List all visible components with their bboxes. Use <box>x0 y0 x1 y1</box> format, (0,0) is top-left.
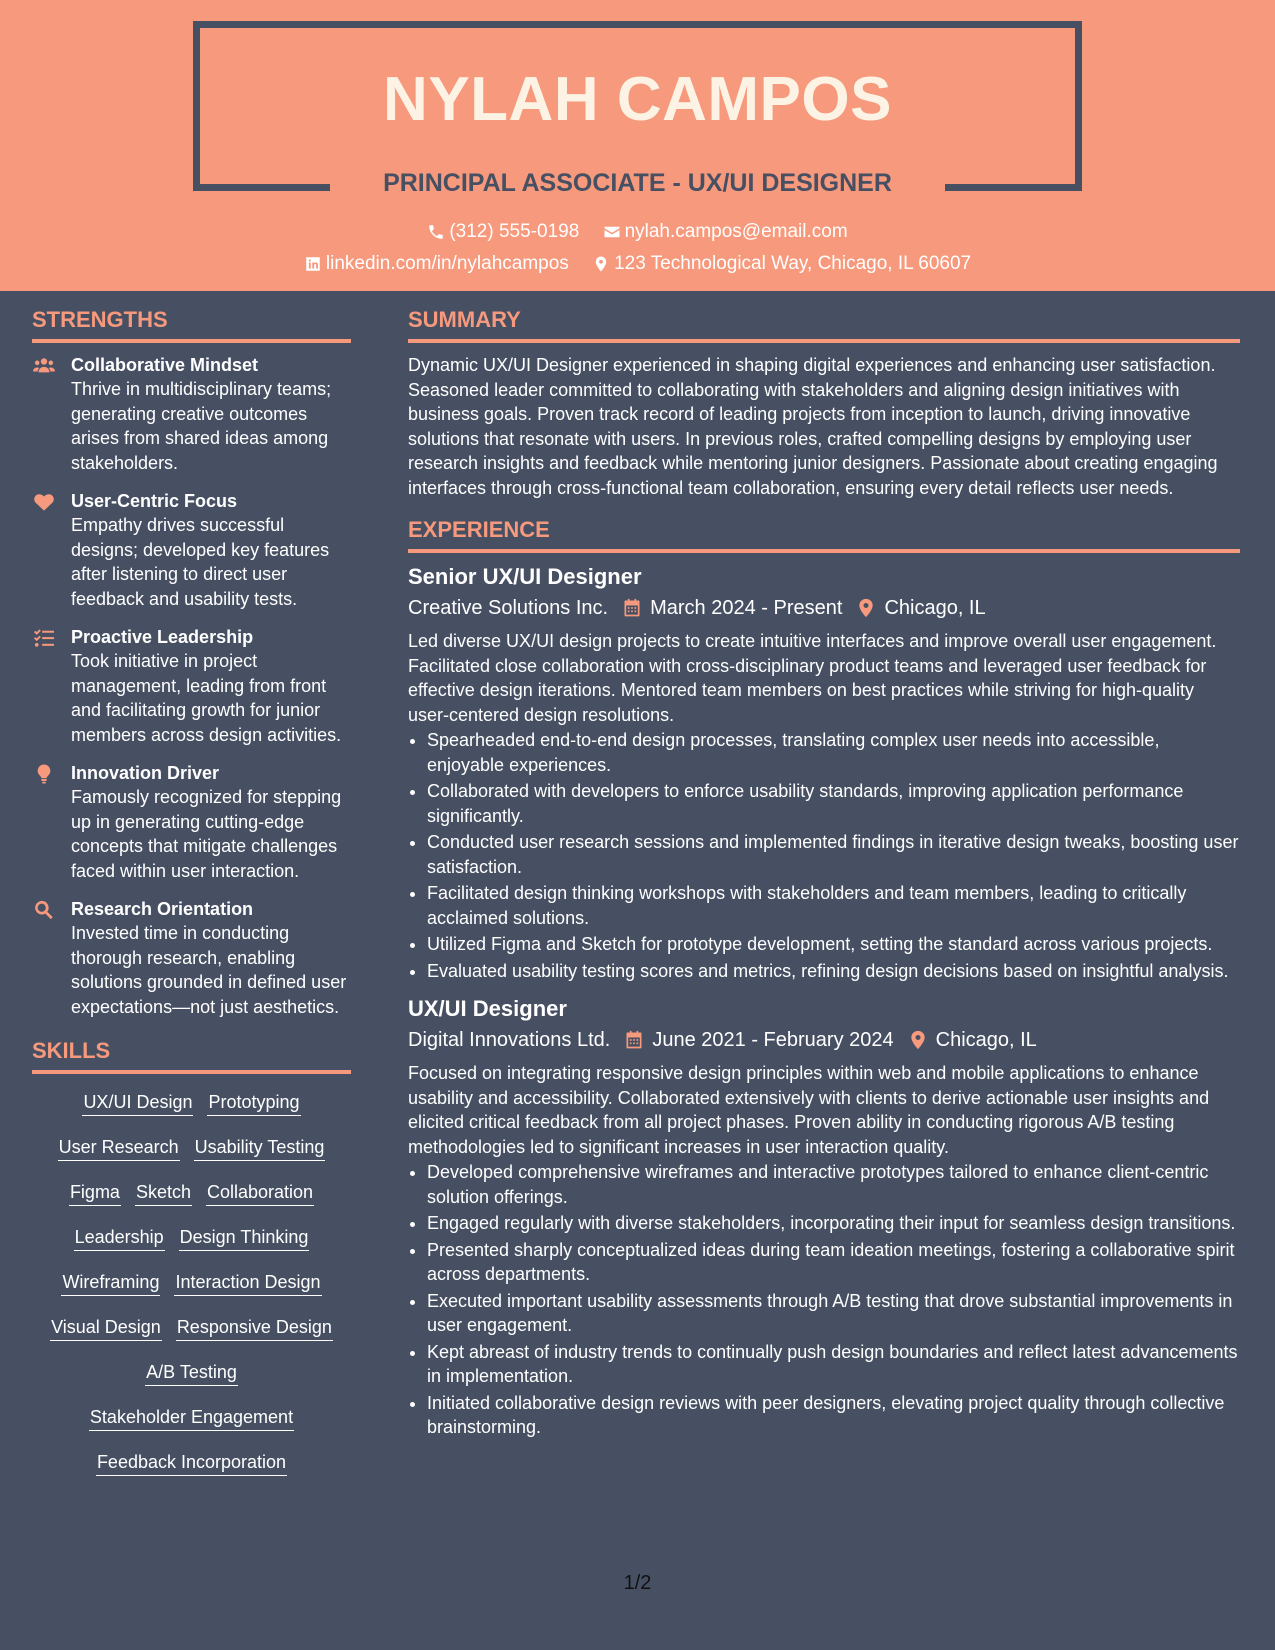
experience-heading: EXPERIENCE <box>408 516 1240 553</box>
envelope-icon <box>603 223 621 241</box>
strength-title: User-Centric Focus <box>71 491 238 511</box>
skill-chip: Figma <box>69 1180 121 1206</box>
skill-line <box>32 1262 351 1307</box>
list-item: • Conducted user research sessions and implemented findings in iterative design tweaks, boosting user satisfaction. <box>427 830 1240 879</box>
contact-row-2 <box>0 252 1275 280</box>
strength-item <box>32 897 351 1019</box>
skill-line <box>32 1172 351 1217</box>
candidate-name: NYLAH CAMPOS <box>383 65 892 134</box>
skills-section <box>32 1037 351 1487</box>
job-description: Focused on integrating responsive design principles within web and mobile applications to enhance usability and accessibility. Collaborated extensively with clients to derive actionable user insights and elicited critical feedback from all project phases. Proven ability in conducting rigorous A/B testing methodologies led to significant increases in user interaction quality. <box>408 1063 1210 1157</box>
skill-chip: Feedback Incorporation <box>96 1450 287 1476</box>
job-bullets <box>408 1160 1240 1440</box>
map-pin-icon <box>856 598 876 618</box>
job-meta <box>408 1025 1240 1055</box>
job-location: Chicago, IL <box>935 1029 1037 1051</box>
skill-chip: A/B Testing <box>145 1360 238 1386</box>
skills-heading: SKILLS <box>32 1037 351 1074</box>
job-title: Senior UX/UI Designer <box>408 564 642 589</box>
skill-chip: Interaction Design <box>174 1270 321 1296</box>
heart-icon <box>33 492 55 512</box>
summary-heading: SUMMARY <box>408 306 1240 343</box>
address-text: 123 Technological Way, Chicago, IL 60607 <box>614 253 972 274</box>
list-item: • Evaluated usability testing scores and metrics, refining design decisions based on insightful analysis. <box>427 959 1240 984</box>
strength-item <box>32 761 351 883</box>
list-item: • Engaged regularly with diverse stakeholders, incorporating their input for seamless design transitions. <box>427 1211 1240 1236</box>
contact-row-1 <box>0 220 1275 248</box>
strength-desc: Took initiative in project management, leading from front and facilitating growth for junior members across design activities. <box>71 651 342 745</box>
job-company: Creative Solutions Inc. <box>408 597 609 619</box>
skill-chip: Wireframing <box>61 1270 160 1296</box>
email-contact[interactable] <box>603 220 848 244</box>
map-pin-icon <box>592 255 610 273</box>
strength-title: Research Orientation <box>71 899 254 919</box>
left-column <box>32 306 351 1487</box>
strength-item <box>32 353 351 475</box>
strength-title: Proactive Leadership <box>71 627 254 647</box>
skill-chip: Responsive Design <box>176 1315 333 1341</box>
users-icon <box>33 356 55 376</box>
skill-chip: User Research <box>58 1135 180 1161</box>
strength-item <box>32 625 351 747</box>
candidate-title: PRINCIPAL ASSOCIATE - UX/UI DESIGNER <box>383 169 892 197</box>
list-item: • Utilized Figma and Sketch for prototype development, setting the standard across various projects. <box>427 932 1240 957</box>
phone-text: (312) 555-0198 <box>449 221 580 242</box>
list-item: • Facilitated design thinking workshops with stakeholders and team members, leading to critically acclaimed solutions. <box>427 881 1240 930</box>
strength-desc: Invested time in conducting thorough research, enabling solutions grounded in defined user expectations—not just aesthetics. <box>71 923 347 1017</box>
skill-line <box>32 1397 351 1442</box>
job-company: Digital Innovations Ltd. <box>408 1029 611 1051</box>
skill-chip: Sketch <box>135 1180 192 1206</box>
list-item: • Collaborated with developers to enforce usability standards, improving application performance significantly. <box>427 779 1240 828</box>
job-dates: March 2024 - Present <box>650 597 843 619</box>
page-number: 1/2 <box>623 1572 652 1594</box>
list-item: • Presented sharply conceptualized ideas during team ideation meetings, fostering a collaborative spirit across departments. <box>427 1238 1240 1287</box>
job-dates: June 2021 - February 2024 <box>652 1029 894 1051</box>
strength-title: Collaborative Mindset <box>71 355 259 375</box>
phone-icon <box>427 223 445 241</box>
header-banner <box>0 0 1275 291</box>
skill-chip: Leadership <box>74 1225 165 1251</box>
strength-desc: Thrive in multidisciplinary teams; generating creative outcomes arises from shared ideas among stakeholders. <box>71 379 332 473</box>
linkedin-contact[interactable] <box>304 252 569 276</box>
skill-line <box>32 1217 351 1262</box>
strength-title: Innovation Driver <box>71 763 220 783</box>
job-bullets <box>408 728 1240 983</box>
list-item: • Initiated collaborative design reviews with peer designers, elevating project quality through collective brainstorming. <box>427 1391 1240 1440</box>
strength-item <box>32 489 351 611</box>
phone-contact[interactable] <box>427 220 579 244</box>
list-item: • Kept abreast of industry trends to continually push design boundaries and reflect latest advancements in implementation. <box>427 1340 1240 1389</box>
strength-desc: Empathy drives successful designs; developed key features after listening to direct user feedback and usability tests. <box>71 515 330 609</box>
job-description: Led diverse UX/UI design projects to create intuitive interfaces and improve overall user engagement. Facilitated close collaboration with cross-disciplinary product teams and leveraged user feedback for effective design iterations. Mentored team members on best practices while striving for high-quality user-centered design resolutions. <box>408 631 1217 725</box>
linkedin-text: linkedin.com/in/nylahcampos <box>325 253 569 274</box>
calendar-icon <box>622 598 642 618</box>
strengths-heading: STRENGTHS <box>32 306 351 343</box>
list-item: • Developed comprehensive wireframes and interactive prototypes tailored to enhance client-centric solution offerings. <box>427 1160 1240 1209</box>
skill-line <box>32 1352 351 1397</box>
skill-line <box>32 1442 351 1487</box>
map-pin-icon <box>908 1030 928 1050</box>
skill-chip: Usability Testing <box>194 1135 326 1161</box>
skill-chip: Visual Design <box>50 1315 162 1341</box>
skill-chip: Design Thinking <box>179 1225 310 1251</box>
skill-chip: Stakeholder Engagement <box>89 1405 294 1431</box>
lightbulb-icon <box>33 764 55 784</box>
summary-text: Dynamic UX/UI Designer experienced in shaping digital experiences and enhancing user satisfaction. Seasoned leader committed to collaborating with stakeholders and aligning design initiatives with business goals. Proven track record of leading projects from inception to launch, driving innovative solutions that resonate with users. In previous roles, crafted compelling designs by employing user research insights and feedback while mentoring junior designers. Passionate about creating engaging interfaces through cross-functional team collaboration, ensuring every detail reflects user needs. <box>408 355 1218 498</box>
job-location: Chicago, IL <box>884 597 986 619</box>
list-item: • Executed important usability assessments through A/B testing that drove substantial improvements in user engagement. <box>427 1289 1240 1338</box>
right-column <box>408 306 1240 1442</box>
skill-chip: Prototyping <box>207 1090 300 1116</box>
email-text: nylah.campos@email.com <box>624 221 848 242</box>
job-entry <box>408 563 1240 983</box>
skill-line <box>32 1307 351 1352</box>
search-icon <box>33 900 55 920</box>
skill-chip: UX/UI Design <box>82 1090 193 1116</box>
strength-desc: Famously recognized for stepping up in generating cutting-edge concepts that mitigate challenges faced within user interaction. <box>71 787 342 881</box>
skill-line <box>32 1127 351 1172</box>
list-check-icon <box>33 628 55 648</box>
job-title: UX/UI Designer <box>408 996 567 1021</box>
skill-chip: Collaboration <box>206 1180 314 1206</box>
linkedin-icon <box>304 255 322 273</box>
job-entry <box>408 995 1240 1440</box>
list-item: • Spearheaded end-to-end design processes, translating complex user needs into accessible, enjoyable experiences. <box>427 728 1240 777</box>
calendar-icon <box>624 1030 644 1050</box>
job-meta <box>408 593 1240 623</box>
skill-line <box>32 1082 351 1127</box>
address-contact <box>592 252 971 276</box>
